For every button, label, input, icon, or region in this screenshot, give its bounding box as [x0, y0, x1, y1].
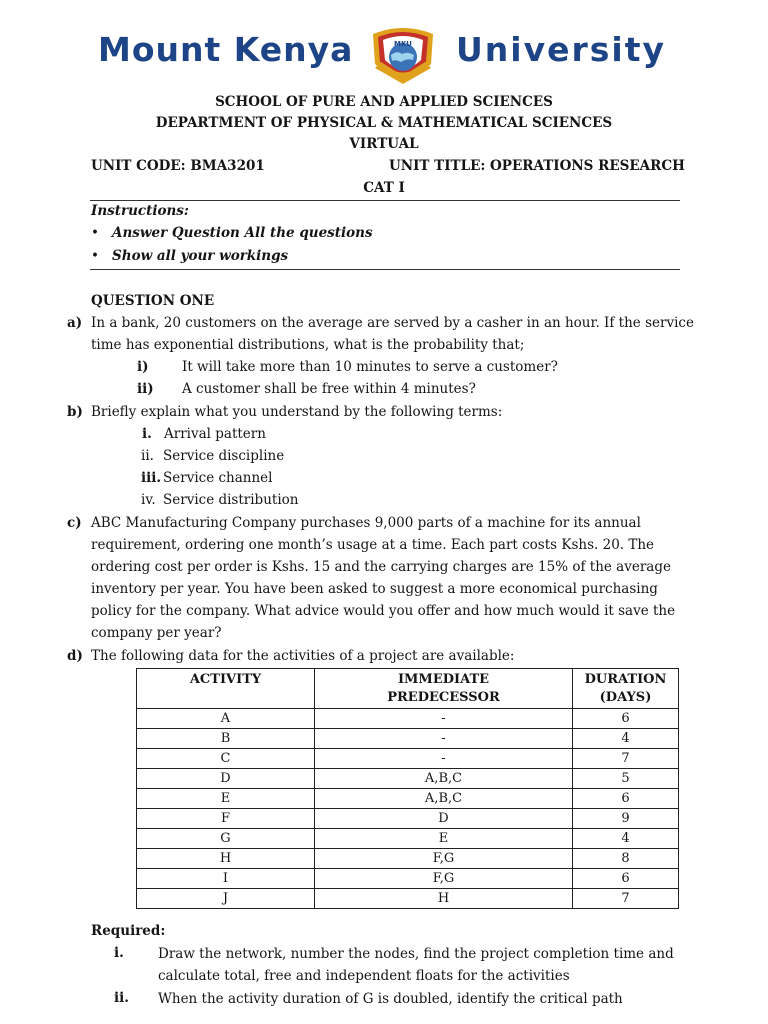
sub-label: iii. [141, 470, 162, 486]
column-header-activity: ACTIVITY [137, 669, 315, 709]
activity-cell: B [137, 729, 315, 749]
predecessor-cell: A,B,C [315, 789, 573, 809]
cat-heading: CAT I [363, 180, 405, 196]
part-d-label: d) [67, 648, 83, 664]
text-line: company per year? [91, 625, 222, 641]
bullet-icon: • [91, 225, 99, 241]
duration-cell: 6 [573, 869, 679, 889]
mode-heading: VIRTUAL [349, 136, 419, 152]
text-line: Draw the network, number the nodes, find the project completion time and [158, 946, 674, 962]
sub-text: Service channel [163, 470, 273, 486]
instructions-bottom-rule [90, 269, 680, 270]
duration-cell: 6 [573, 789, 679, 809]
text-line: When the activity duration of G is doubled, identify the critical path [158, 991, 623, 1007]
sub-label: ii) [137, 381, 154, 397]
part-c-text [91, 512, 681, 644]
sub-label: i. [142, 426, 152, 442]
duration-cell: 8 [573, 849, 679, 869]
part-a-label: a) [67, 315, 83, 331]
table-row [137, 869, 679, 889]
required-item-text [158, 943, 748, 987]
department-heading: DEPARTMENT OF PHYSICAL & MATHEMATICAL SCIENCES [155, 115, 613, 131]
predecessor-cell: A,B,C [315, 769, 573, 789]
predecessor-cell: E [315, 829, 573, 849]
unit-code: UNIT CODE: BMA3201 [91, 158, 265, 174]
predecessor-cell: F,G [315, 849, 573, 869]
part-b-text [91, 401, 681, 423]
activity-cell: A [137, 709, 315, 729]
university-crest-icon [367, 24, 439, 84]
table-row [137, 849, 679, 869]
predecessor-cell: - [315, 729, 573, 749]
duration-cell: 7 [573, 889, 679, 909]
predecessor-cell: F,G [315, 869, 573, 889]
duration-cell: 7 [573, 749, 679, 769]
sub-text: Service distribution [163, 492, 299, 508]
part-b-label: b) [67, 404, 83, 420]
sub-text: Arrival pattern [164, 426, 266, 442]
sub-text: A customer shall be free within 4 minutes? [182, 381, 476, 397]
predecessor-cell: D [315, 809, 573, 829]
sub-label: iv. [141, 492, 156, 508]
table-header-row [137, 669, 679, 709]
sub-text: It will take more than 10 minutes to serve a customer? [182, 359, 558, 375]
column-header-duration: DURATION (DAYS) [573, 669, 679, 709]
text-line: requirement, ordering one month’s usage at a time. Each part costs Kshs. 20. The [91, 537, 655, 553]
university-name-left: Mount Kenya [98, 30, 354, 69]
text-line: inventory per year. You have been asked to suggest a more economical purchasing [91, 581, 658, 597]
activity-table [136, 668, 679, 909]
text-line: Briefly explain what you understand by the following terms: [91, 404, 503, 420]
required-heading: Required: [91, 923, 166, 939]
required-label: i. [114, 945, 124, 961]
required-item-text [158, 988, 748, 1010]
activity-cell: H [137, 849, 315, 869]
unit-title: UNIT TITLE: OPERATIONS RESEARCH [389, 158, 685, 174]
part-a-text [91, 312, 694, 356]
part-c-label: c) [67, 515, 82, 531]
university-name-right: University [456, 30, 667, 69]
duration-cell: 4 [573, 829, 679, 849]
duration-cell: 4 [573, 729, 679, 749]
activity-cell: G [137, 829, 315, 849]
duration-cell: 5 [573, 769, 679, 789]
text-line: In a bank, 20 customers on the average are served by a casher in an hour. If the service [91, 315, 694, 331]
instructions-heading: Instructions: [91, 203, 189, 219]
activity-cell: I [137, 869, 315, 889]
bullet-icon: • [91, 248, 99, 264]
table-row [137, 709, 679, 729]
table-row [137, 769, 679, 789]
crest-label: MKU [394, 40, 412, 48]
table-row [137, 829, 679, 849]
sub-label: ii. [141, 448, 154, 464]
duration-cell: 6 [573, 709, 679, 729]
text-line: ordering cost per order is Kshs. 15 and the carrying charges are 15% of the average [91, 559, 671, 575]
table-row [137, 809, 679, 829]
predecessor-cell: - [315, 709, 573, 729]
text-line: ABC Manufacturing Company purchases 9,000 parts of a machine for its annual [91, 515, 641, 531]
predecessor-cell: - [315, 749, 573, 769]
activity-cell: D [137, 769, 315, 789]
text-line: policy for the company. What advice would you offer and how much would it save the [91, 603, 676, 619]
predecessor-cell: H [315, 889, 573, 909]
table-row [137, 889, 679, 909]
instruction-item: Show all your workings [112, 248, 289, 264]
activity-cell: J [137, 889, 315, 909]
sub-text: Service discipline [163, 448, 285, 464]
instruction-item: Answer Question All the questions [112, 225, 373, 241]
text-line: calculate total, free and independent floats for the activities [158, 968, 570, 984]
text-line: The following data for the activities of a project are available: [91, 648, 515, 664]
column-header-predecessor: IMMEDIATE PREDECESSOR [315, 669, 573, 709]
required-label: ii. [114, 990, 129, 1006]
school-heading: SCHOOL OF PURE AND APPLIED SCIENCES [215, 94, 553, 110]
table-row [137, 789, 679, 809]
part-d-text [91, 645, 681, 667]
activity-cell: F [137, 809, 315, 829]
text-line: time has exponential distributions, what is the probability that; [91, 337, 525, 353]
table-row [137, 729, 679, 749]
question-title: QUESTION ONE [91, 293, 215, 309]
sub-label: i) [137, 359, 149, 375]
table-row [137, 749, 679, 769]
activity-cell: C [137, 749, 315, 769]
activity-cell: E [137, 789, 315, 809]
duration-cell: 9 [573, 809, 679, 829]
